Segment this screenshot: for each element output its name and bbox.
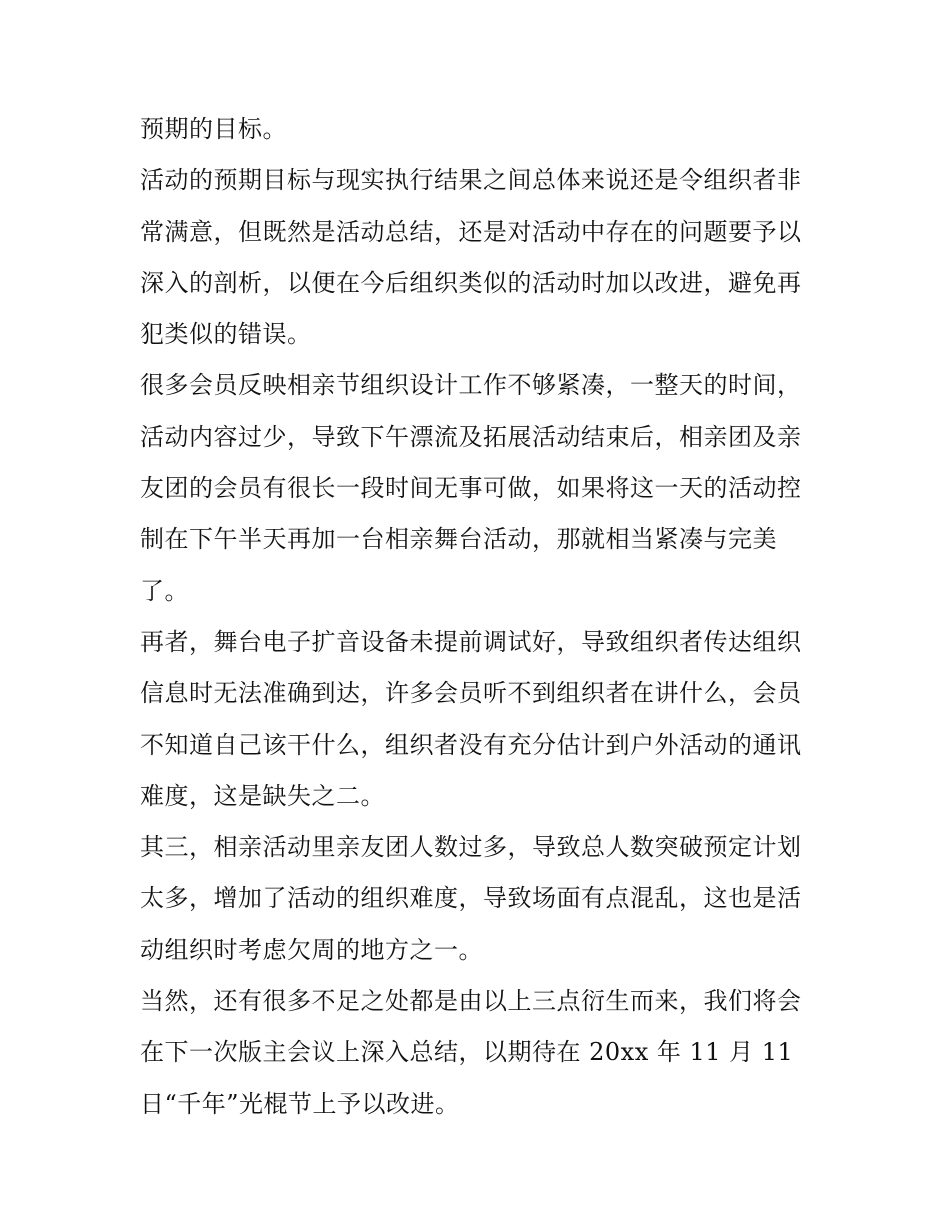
text-line: 难度，这是缺失之二。	[140, 781, 385, 810]
text-line: 预期的目标。	[140, 115, 287, 143]
text-line: 很多会员反映相亲节组织设计工作不够紧凑，一整天的时间，	[140, 371, 802, 400]
text-line: 动组织时考虑欠周的地方之一。	[140, 935, 483, 964]
text-line: 其三，相亲活动里亲友团人数过多，导致总人数突破预定计划	[140, 833, 802, 862]
text-line: 当然，还有很多不足之处都是由以上三点衍生而来，我们将会	[140, 987, 802, 1016]
text-line: 友团的会员有很长一段时间无事可做，如果将这一天的活动控	[140, 474, 802, 503]
text-line: 了。	[140, 576, 189, 605]
text-line: 活动的预期目标与现实执行结果之间总体来说还是令组织者非	[140, 166, 802, 195]
text-line: 制在下午半天再加一台相亲舞台活动，那就相当紧凑与完美	[140, 525, 777, 554]
text-line: 太多，增加了活动的组织难度，导致场面有点混乱，这也是活	[140, 884, 802, 913]
text-line: 活动内容过少，导致下午漂流及拓展活动结束后，相亲团及亲	[140, 422, 802, 451]
text-line: 再者，舞台电子扩音设备未提前调试好，导致组织者传达组织	[140, 627, 802, 656]
text-line: 不知道自己该干什么，组织者没有充分估计到户外活动的通讯	[140, 730, 802, 759]
text-line: 在下一次版主会议上深入总结，以期待在 20xx 年 11 月 11	[140, 1038, 794, 1067]
text-line: 日“千年”光棍节上予以改进。	[140, 1089, 460, 1118]
text-line: 信息时无法准确到达，许多会员听不到组织者在讲什么，会员	[140, 679, 802, 708]
text-line: 深入的剖析，以便在今后组织类似的活动时加以改进，避免再	[140, 268, 802, 297]
text-line: 犯类似的错误。	[140, 320, 312, 349]
text-line: 常满意，但既然是活动总结，还是对活动中存在的问题要予以	[140, 217, 802, 246]
document-body	[140, 104, 820, 1130]
